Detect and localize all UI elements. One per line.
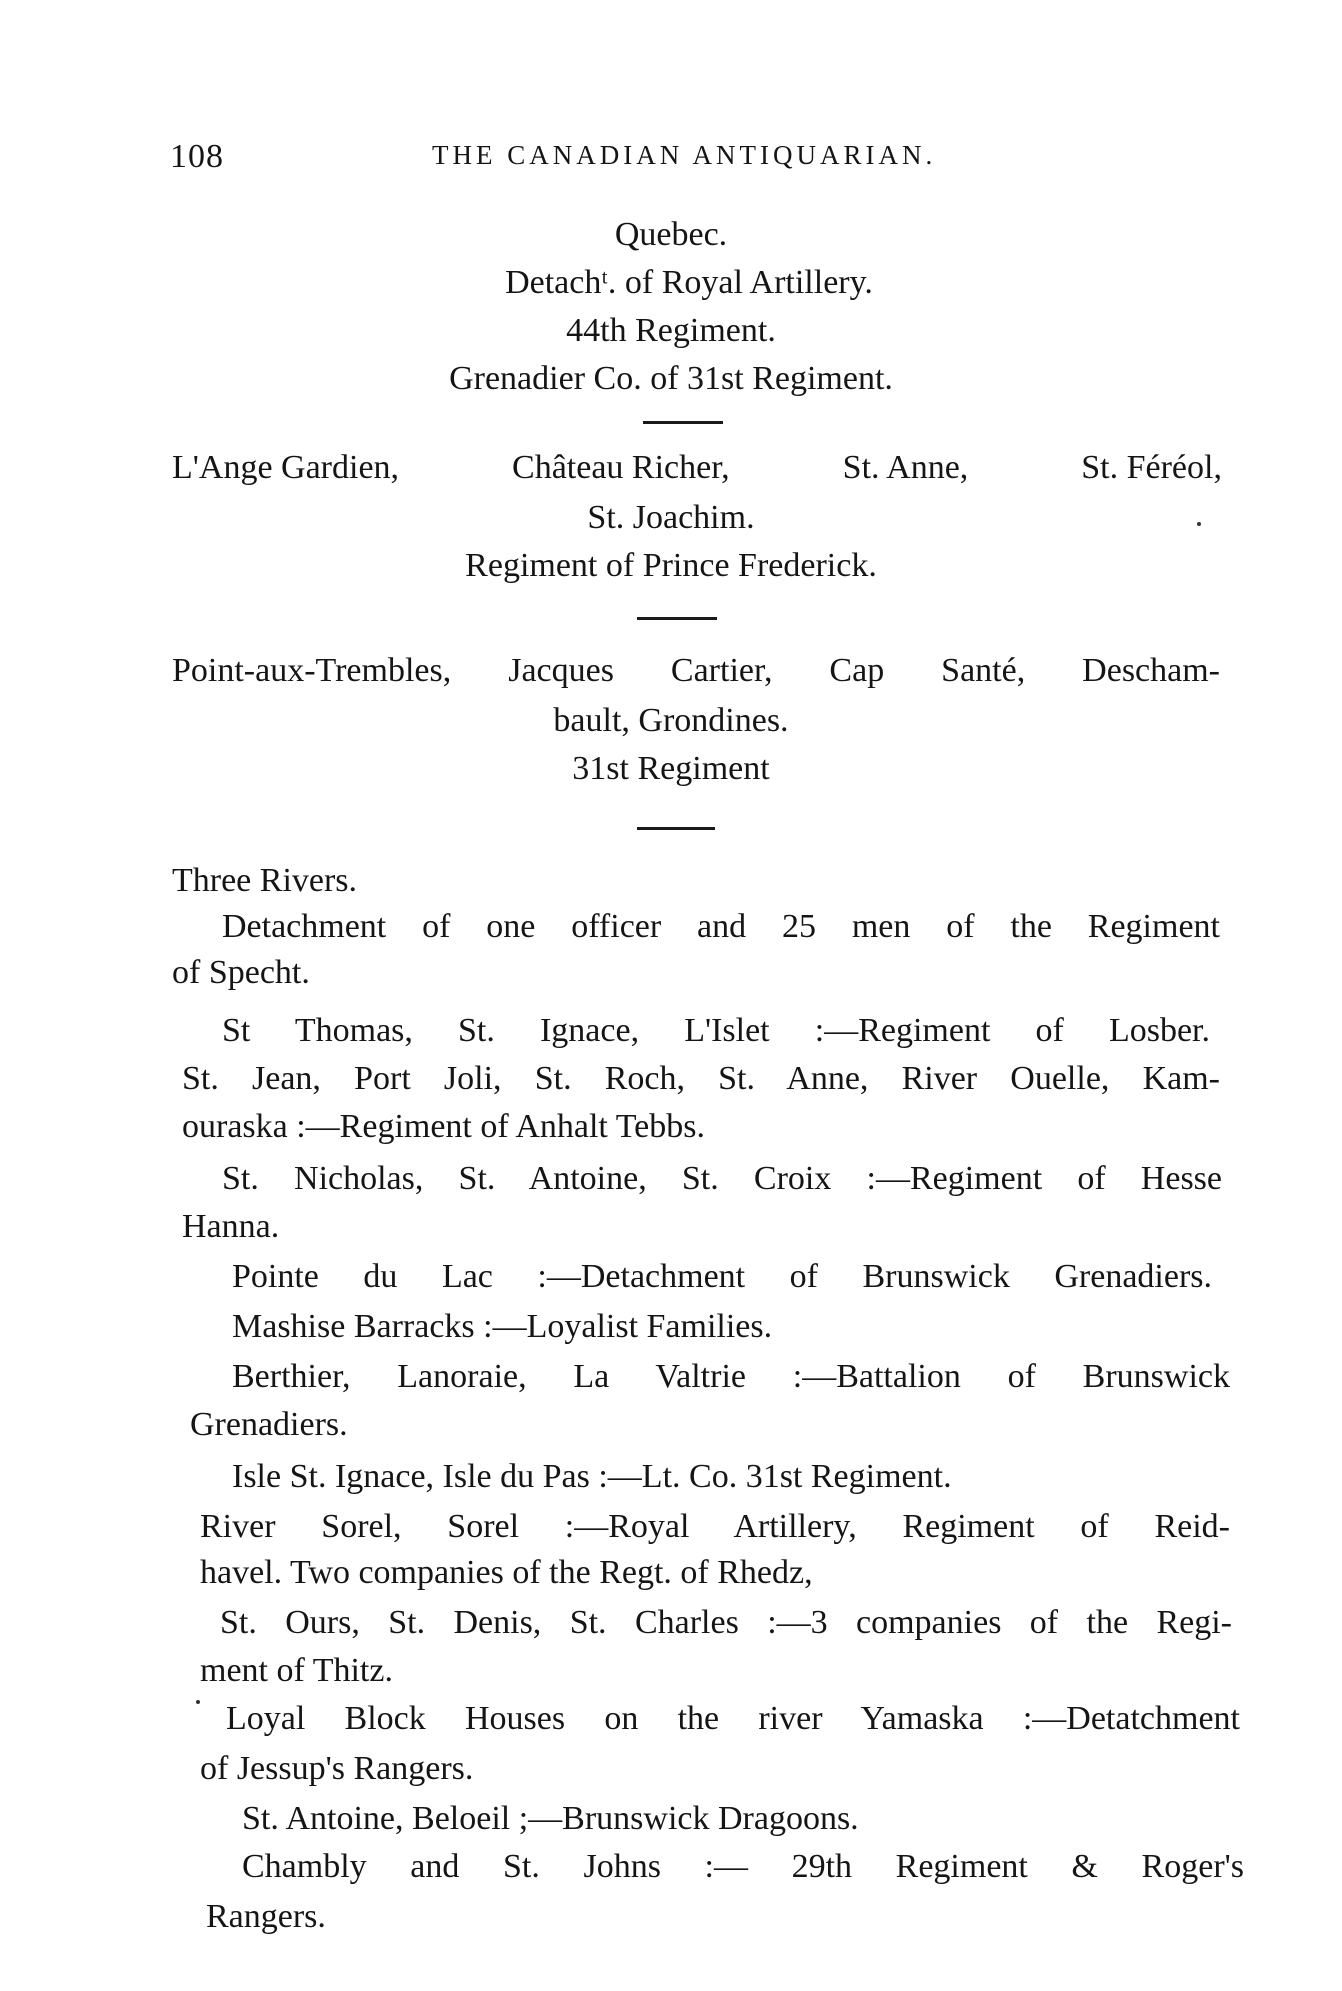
entry-line: St. Nicholas, St. Antoine, St. Croix :—Regiment of Hesse [222,1160,1222,1197]
place-name: Château Richer, [512,449,730,486]
quebec-line: Detachᵗ. of Royal Artillery. [505,264,873,301]
page-number: 108 [170,138,224,175]
print-speck [196,1700,200,1704]
entry-line: Detachment of one officer and 25 men of the Regiment [222,908,1220,945]
section-heading-three-rivers: Three Rivers. [172,862,358,899]
section-divider [637,617,717,620]
section-divider [643,421,723,424]
journal-title: THE CANADIAN ANTIQUARIAN. [432,140,937,170]
entry-line: St. Jean, Port Joli, St. Roch, St. Anne, River Ouelle, Kam- [182,1060,1220,1097]
pointe-unit: 31st Regiment [572,750,770,787]
place-name: St. Féréol, [1081,449,1222,486]
entry-line: Berthier, Lanoraie, La Valtrie :—Battalion of Brunswick [232,1358,1230,1395]
entry-line: Isle St. Ignace, Isle du Pas :—Lt. Co. 31st Regiment. [232,1458,952,1495]
lange-unit: Regiment of Prince Frederick. [465,547,877,584]
quebec-line: 44th Regiment. [566,312,776,349]
entry-line: Grenadiers. [190,1406,348,1443]
entry-line: St. Antoine, Beloeil ;—Brunswick Dragoons. [242,1800,859,1837]
lange-places-cont: St. Joachim. [587,499,755,536]
entry-line: Pointe du Lac :—Detachment of Brunswick Grenadiers. [232,1258,1212,1295]
lange-places-row [172,447,1222,489]
entry-line: of Specht. [172,954,310,991]
entry-line: St. Ours, St. Denis, St. Charles :—3 companies of the Regi- [220,1604,1232,1641]
pointe-places-cont: bault, Grondines. [553,702,789,739]
entry-line: Chambly and St. Johns :— 29th Regiment & Roger's [242,1848,1244,1885]
quebec-line: Grenadier Co. of 31st Regiment. [449,360,893,397]
entry-line: Loyal Block Houses on the river Yamaska :—Detatchment [226,1700,1240,1737]
section-divider [637,827,715,830]
place-name: L'Ange Gardien, [172,449,400,486]
entry-line: ment of Thitz. [200,1652,393,1689]
entry-line: ouraska :—Regiment of Anhalt Tebbs. [182,1108,705,1145]
pointe-places: Point-aux-Trembles, Jacques Cartier, Cap Santé, Descham- [172,652,1220,689]
entry-line: of Jessup's Rangers. [200,1750,474,1787]
entry-line: River Sorel, Sorel :—Royal Artillery, Regiment of Reid- [200,1508,1230,1545]
print-speck [1197,522,1201,526]
entry-line: Hanna. [182,1208,280,1245]
entry-line: St Thomas, St. Ignace, L'Islet :—Regiment of Losber. [222,1012,1210,1049]
place-name: St. Anne, [842,449,969,486]
entry-line: havel. Two companies of the Regt. of Rhedz, [200,1554,813,1591]
entry-line: Mashise Barracks :—Loyalist Families. [232,1308,773,1345]
section-heading-quebec: Quebec. [614,216,728,253]
running-head [170,138,1220,182]
entry-line: Rangers. [206,1898,326,1935]
